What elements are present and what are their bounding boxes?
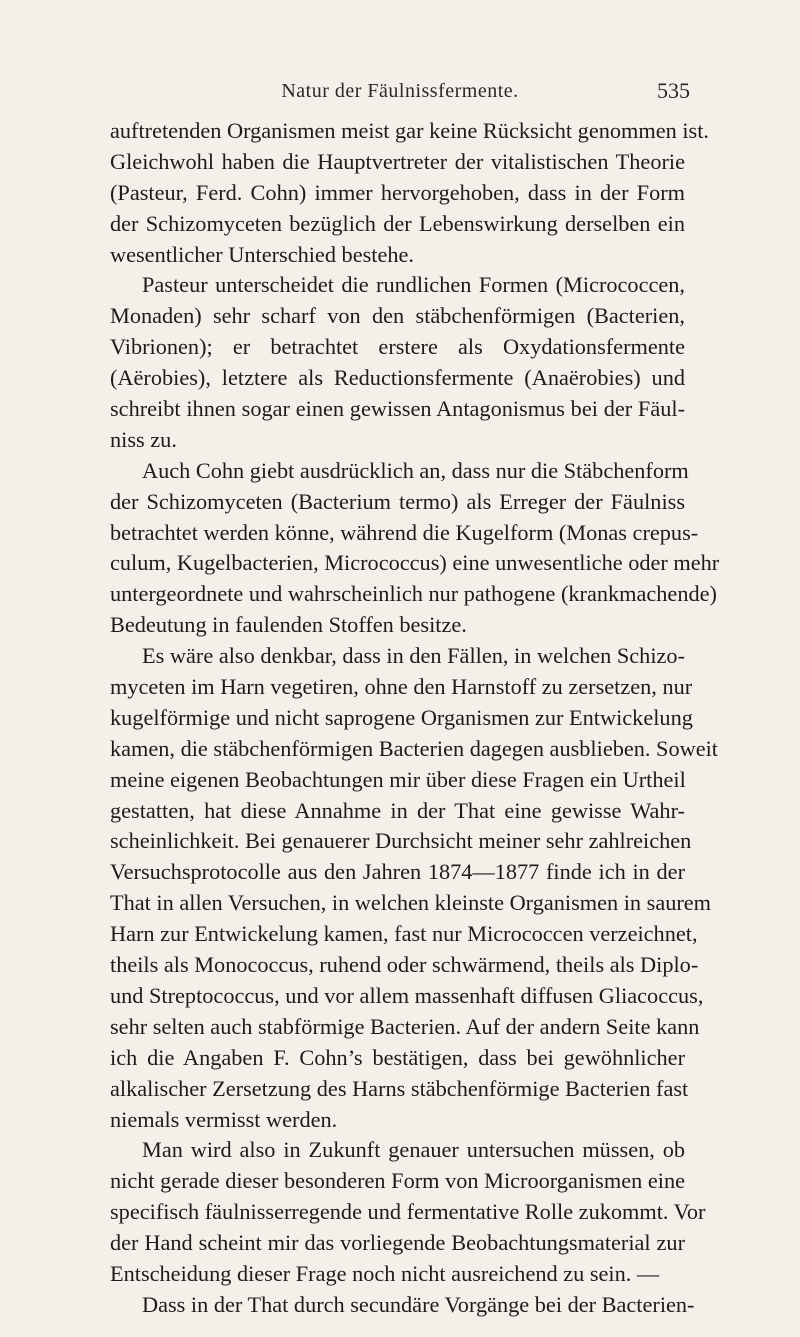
text-line: der Hand scheint mir das vorliegende Beobachtungsmaterial zur: [110, 1230, 685, 1256]
text-line: (Aërobies), letztere als Reductionsfermente (Anaërobies) und: [110, 365, 685, 391]
text-line: alkalischer Zersetzung des Harns stäbchenförmige Bacterien fast: [110, 1075, 689, 1101]
text-line: That in allen Versuchen, in welchen kleinste Organismen in saurem: [110, 890, 712, 916]
text-line: Dass in der That durch secundäre Vorgänge bei der Bacterien-: [142, 1291, 695, 1317]
text-line: schreibt ihnen sogar einen gewissen Antagonismus bei der Fäul-: [110, 396, 685, 422]
text-line: specifisch fäulnisserregende und fermentative Rolle zukommt. Vor: [110, 1199, 706, 1225]
text-line: meine eigenen Beobachtungen mir über diese Fragen ein Urtheil: [110, 766, 686, 792]
text-line: Harn zur Entwickelung kamen, fast nur Micrococcen verzeichnet,: [110, 921, 698, 947]
text-line: Monaden) sehr scharf von den stäbchenförmigen (Bacterien,: [110, 303, 685, 329]
text-line: Entscheidung dieser Frage noch nicht ausreichend zu sein. —: [110, 1260, 660, 1286]
text-line: Auch Cohn giebt ausdrücklich an, dass nur die Stäbchenform: [142, 457, 689, 483]
text-line: auftretenden Organismen meist gar keine Rücksicht genommen ist.: [110, 118, 709, 143]
text-line: Versuchsprotocolle aus den Jahren 1874—1877 finde ich in der: [110, 859, 685, 885]
text-line: Es wäre also denkbar, dass in den Fällen, in welchen Schizo-: [142, 643, 685, 669]
text-line: (Pasteur, Ferd. Cohn) immer hervorgehoben, dass in der Form: [110, 179, 685, 205]
text-line: wesentlicher Unterschied bestehe.: [110, 241, 414, 267]
text-line: und Streptococcus, und vor allem massenhaft diffusen Gliacoccus,: [110, 982, 704, 1008]
text-line: betrachtet werden könne, während die Kugelform (Monas crepus-: [110, 519, 699, 545]
text-line: der Schizomyceten (Bacterium termo) als Erreger der Fäulniss: [110, 488, 685, 514]
text-line: niemals vermisst werden.: [110, 1106, 338, 1132]
running-title: Natur der Fäulnissfermente.: [281, 80, 519, 102]
text-line: theils als Monococcus, ruhend oder schwärmend, theils als Diplo-: [110, 952, 699, 978]
text-line: niss zu.: [110, 426, 177, 452]
text-line: kamen, die stäbchenförmigen Bacterien dagegen ausblieben. Soweit: [110, 735, 718, 761]
text-line: sehr selten auch stabförmige Bacterien. Auf der andern Seite kann: [110, 1013, 700, 1039]
text-line: ich die Angaben F. Cohn’s bestätigen, dass bei gewöhnlicher: [110, 1044, 685, 1070]
text-line: Man wird also in Zukunft genauer untersuchen müssen, ob: [142, 1137, 685, 1163]
text-line: Vibrionen); er betrachtet erstere als Oxydationsfermente: [110, 334, 685, 360]
text-line: gestatten, hat diese Annahme in der That eine gewisse Wahr-: [110, 797, 685, 823]
text-line: culum, Kugelbacterien, Micrococcus) eine unwesentliche oder mehr: [110, 550, 720, 576]
text-line: der Schizomyceten bezüglich der Lebenswirkung derselben ein: [110, 210, 685, 236]
text-line: nicht gerade dieser besonderen Form von Microorganismen eine: [110, 1168, 685, 1194]
text-line: Pasteur unterscheidet die rundlichen Formen (Micrococcen,: [142, 272, 685, 298]
body-text: [110, 116, 720, 1321]
text-line: Gleichwohl haben die Hauptvertreter der vitalistischen Theorie: [110, 148, 685, 174]
text-line: Bedeutung in faulenden Stoffen besitze.: [110, 612, 467, 638]
text-line: untergeordnete und wahrscheinlich nur pathogene (krankmachende): [110, 581, 717, 607]
text-line: scheinlichkeit. Bei genauerer Durchsicht meiner sehr zahlreichen: [110, 828, 692, 854]
page-number: 535: [657, 78, 690, 103]
text-line: myceten im Harn vegetiren, ohne den Harnstoff zu zersetzen, nur: [110, 674, 693, 700]
text-line: kugelförmige und nicht saprogene Organismen zur Entwickelung: [110, 704, 693, 730]
